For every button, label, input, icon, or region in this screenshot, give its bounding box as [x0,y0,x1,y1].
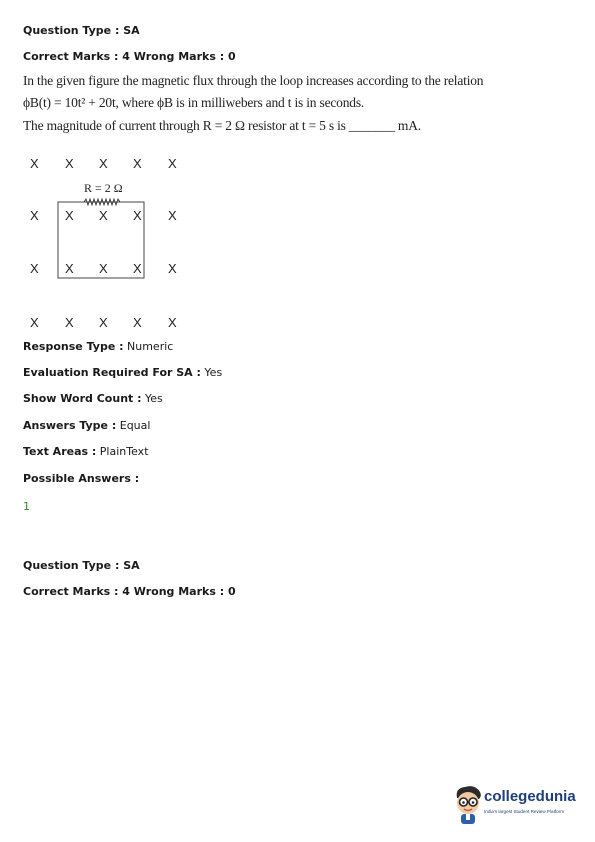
evaluation-value: Yes [204,366,223,379]
question-text-line-2: ϕB(t) = 10t² + 20t, where ϕB is in milliwebers and t is in seconds. [23,95,365,110]
question-type-label: Question Type : [23,24,120,37]
question-2-type-label: Question Type : [23,559,120,572]
text-areas-label: Text Areas : [23,445,97,458]
question-2-correct-marks-label: Correct Marks : [23,585,119,598]
answers-type-value: Equal [119,419,151,432]
magnetic-field-cross: X [133,261,142,276]
question-type-line [23,24,140,37]
possible-answers-label: Possible Answers : [23,472,140,485]
evaluation-line [23,366,222,379]
collegedunia-logo [453,784,583,828]
logo-tagline: India's largest Student Review Platform [484,809,565,814]
magnetic-field-cross: X [30,208,39,223]
answers-type-label: Answers Type : [23,419,117,432]
text-areas-line [23,445,149,458]
question-2-type-line [23,559,140,572]
possible-answer-value: 1 [23,500,30,513]
magnetic-field-loop-figure [20,148,220,338]
magnetic-field-cross: X [30,261,39,276]
word-count-value: Yes [145,392,163,405]
question-2-wrong-marks-value: 0 [227,585,236,598]
magnetic-field-cross: X [65,156,74,171]
magnetic-field-cross: X [65,315,74,330]
magnetic-field-cross: X [133,156,142,171]
evaluation-label: Evaluation Required For SA : [23,366,201,379]
magnetic-field-cross: X [168,208,177,223]
marks-line [23,50,236,63]
magnetic-field-cross: X [168,156,177,171]
magnetic-field-cross: X [99,261,108,276]
mascot-icon [453,784,483,826]
wrong-marks-value: 0 [227,50,236,63]
word-count-label: Show Word Count : [23,392,142,405]
magnetic-field-cross: X [168,315,177,330]
text-areas-value: PlainText [99,445,149,458]
magnetic-field-cross: X [30,315,39,330]
logo-wordmark: collegedunia [484,788,576,805]
magnetic-field-cross: X [133,208,142,223]
response-type-line [23,340,173,353]
correct-marks-value: 4 [122,50,130,63]
resistor-label: R = 2 Ω [84,181,123,195]
question-2-correct-marks-value: 4 [122,585,130,598]
question-2-type-value: SA [123,559,140,572]
response-type-value: Numeric [127,340,174,353]
question-2-wrong-marks-label: Wrong Marks : [133,585,225,598]
magnetic-field-cross: X [99,315,108,330]
response-type-label: Response Type : [23,340,124,353]
question-type-value: SA [123,24,140,37]
magnetic-field-cross: X [65,261,74,276]
correct-marks-label: Correct Marks : [23,50,119,63]
magnetic-field-cross: X [133,315,142,330]
question-text-line-3: The magnitude of current through R = 2 Ω resistor at t = 5 s is _______ mA. [23,118,421,133]
magnetic-field-cross: X [168,261,177,276]
question-text-line-1: In the given figure the magnetic flux through the loop increases according to the relation [23,73,484,88]
magnetic-field-cross: X [65,208,74,223]
word-count-line [23,392,163,405]
magnetic-field-cross: X [99,208,108,223]
magnetic-field-cross: X [30,156,39,171]
wrong-marks-label: Wrong Marks : [133,50,225,63]
magnetic-field-cross: X [99,156,108,171]
answers-type-line [23,419,150,432]
question-2-marks-line [23,585,236,598]
